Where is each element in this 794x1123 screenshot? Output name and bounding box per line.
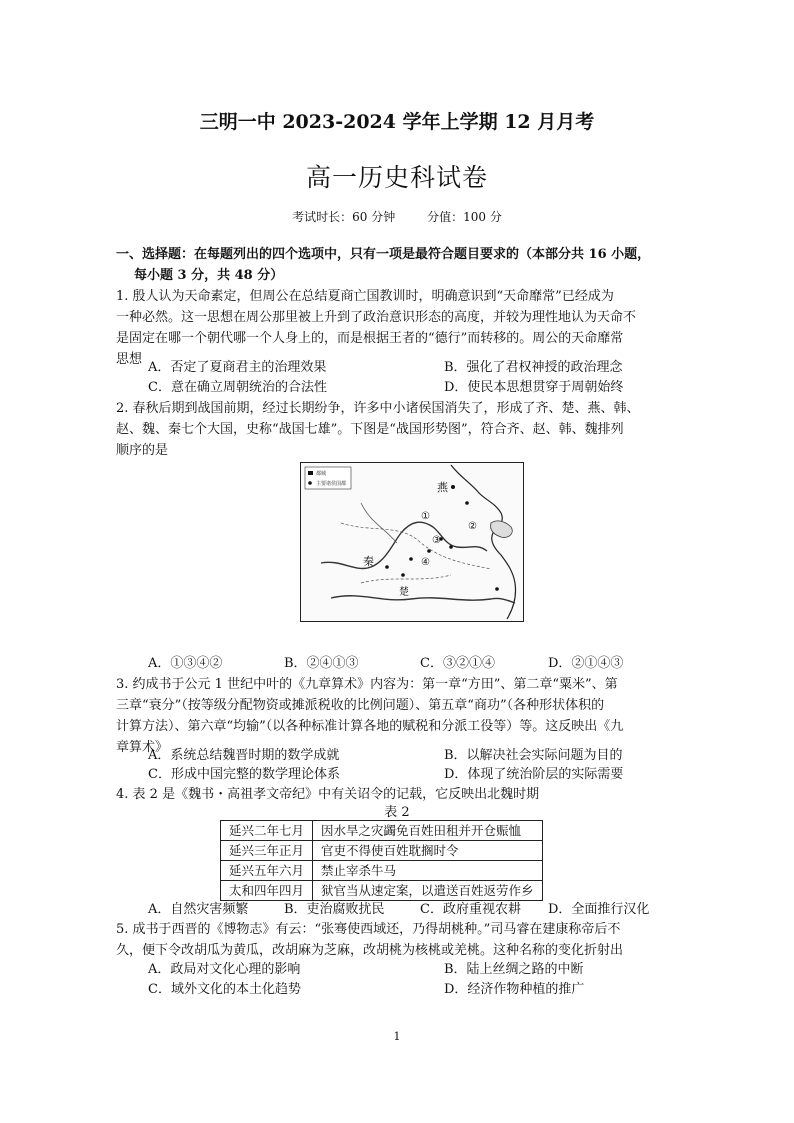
legend-capital-icon	[308, 471, 313, 475]
table-cell-date: 太和四年四月	[221, 881, 313, 901]
legend-capital-label: 都城	[316, 471, 327, 477]
section-heading-line2: 每小题 3 分，共 48 分）	[134, 268, 284, 283]
exam-duration: 考试时长：60 分钟	[292, 210, 396, 224]
city-marker	[449, 545, 453, 549]
marker-4: ④	[421, 557, 430, 568]
q5-option-d[interactable]: D．经济作物种植的推广	[444, 982, 585, 997]
q1-option-a[interactable]: A．否定了夏商君主的治理效果	[148, 360, 327, 375]
tributary	[361, 503, 397, 543]
city-marker	[427, 549, 431, 553]
shandong-peninsula	[491, 521, 513, 537]
city-marker	[409, 557, 413, 561]
exam-title: 三明一中 2023-2024 学年上学期 12 月月考	[199, 111, 595, 133]
section-heading-line1: 一、选择题：在每题列出的四个选项中，只有一项是最符合题目要求的（本部分共 16 小题，	[116, 247, 651, 262]
question-2-line: 赵、魏、秦七个大国，史称“战国七雄”。下图是“战国形势图”，符合齐、赵、韩、魏排列	[116, 422, 624, 437]
table-cell-date: 延兴二年七月	[221, 821, 313, 841]
question-2-line: 顺序的是	[116, 443, 169, 458]
q1-option-c[interactable]: C．意在确立周朝统治的合法性	[148, 380, 327, 395]
table-cell-date: 延兴五年六月	[221, 861, 313, 881]
q4-option-c[interactable]: C．政府重视农耕	[420, 902, 521, 917]
q4-option-d[interactable]: D．全面推行汉化	[548, 902, 650, 917]
question-2	[116, 398, 676, 461]
label-qin: 秦	[363, 555, 374, 568]
question-5	[116, 919, 676, 961]
question-1-line: 思想	[116, 352, 143, 367]
q2-option-b[interactable]: B．②④①③	[284, 656, 359, 671]
question-5-line: 久，便下令改胡瓜为黄瓜，改胡麻为芝麻，改胡桃为核桃或羌桃。这种名称的变化折射出	[116, 943, 624, 958]
question-3-line: 计算方法）、第六章“均输”（以各种标准计算各地的赋税和分派工役等）等。这反映出《九	[116, 719, 624, 734]
label-yan: 燕	[437, 481, 448, 494]
question-3-line: 章算术》	[116, 740, 169, 755]
label-chu: 楚	[399, 587, 409, 598]
table-2	[220, 820, 543, 901]
table-2-caption: 表 2	[384, 805, 410, 820]
marker-3: ③	[432, 535, 441, 546]
marker-2: ②	[468, 521, 477, 532]
q1-option-b[interactable]: B．强化了君权神授的政治理念	[444, 360, 623, 375]
table-cell-content: 官吏不得使百姓耽搁时令	[313, 841, 543, 861]
legend-city-icon	[308, 481, 312, 485]
state-border	[361, 575, 451, 583]
q3-option-d[interactable]: D．体现了统治阶层的实际需要	[444, 767, 624, 782]
q2-option-d[interactable]: D．②①④③	[548, 656, 624, 671]
city-marker	[401, 573, 405, 577]
city-marker	[495, 587, 499, 591]
question-5-line: 5. 成书于西晋的《博物志》有云：“张骞使西域还，乃得胡桃种。”司马睿在建康称帝后不	[116, 922, 621, 937]
legend-city-label: 主要诸侯国都	[316, 481, 347, 487]
table-row	[221, 861, 543, 881]
exam-subtitle: 高一历史科试卷	[305, 163, 488, 192]
q4-option-a[interactable]: A．自然灾害频繁	[148, 902, 249, 917]
q2-option-a[interactable]: A．①③④②	[148, 656, 223, 671]
q5-option-c[interactable]: C．域外文化的本土化趋势	[148, 982, 301, 997]
question-3-line: 3. 约成书于公元 1 世纪中叶的《九章算术》内容为：第一章“方田”、第二章“粟米”、第	[116, 677, 618, 692]
table-cell-content: 狱官当从速定案，以遣送百姓返劳作乡	[313, 881, 543, 901]
map-graphic	[301, 463, 523, 621]
city-marker	[465, 501, 469, 505]
table-row	[221, 841, 543, 861]
question-1-line: 一种必然。这一思想在周公那里被上升到了政治意识形态的高度，并较为理性地认为天命不	[116, 310, 637, 325]
marker-1: ①	[421, 511, 430, 522]
coastline	[451, 465, 516, 619]
city-marker	[451, 485, 455, 489]
question-1-line: 是固定在哪一个朝代哪一个人身上的，而是根据王者的“德行”而转移的。周公的天命靡常	[116, 331, 624, 346]
page-number: 1	[393, 1030, 401, 1043]
q3-option-a[interactable]: A．系统总结魏晋时期的数学成就	[148, 748, 340, 763]
table-row	[221, 881, 543, 901]
yellow-river	[321, 522, 487, 568]
yangtze-river	[331, 596, 515, 603]
q2-option-c[interactable]: C．③②①④	[420, 656, 495, 671]
q3-option-c[interactable]: C．形成中国完整的数学理论体系	[148, 767, 340, 782]
city-marker	[385, 565, 389, 569]
q3-option-b[interactable]: B．以解决社会实际问题为目的	[444, 748, 623, 763]
question-3-line: 三章“衰分”（按等级分配物资或摊派税收的比例问题）、第五章“商功”（各种形状体积的	[116, 698, 605, 713]
q4-option-b[interactable]: B．吏治腐败扰民	[284, 902, 385, 917]
table-cell-content: 因水旱之灾蠲免百姓田租并开仓赈恤	[313, 821, 543, 841]
q5-option-a[interactable]: A．政局对文化心理的影响	[148, 962, 301, 977]
question-2-line: 2. 春秋后期到战国前期，经过长期纷争，许多中小诸侯国消失了，形成了齐、楚、燕、韩、	[116, 401, 640, 416]
exam-meta	[0, 208, 794, 225]
q1-option-d[interactable]: D．使民本思想贯穿于周朝始终	[444, 380, 624, 395]
exam-score: 分值：100 分	[427, 210, 502, 224]
question-1-line: 1. 殷人认为天命素定，但周公在总结夏商亡国教训时，明确意识到“天命靡常”已经成为	[116, 289, 614, 304]
warring-states-map	[300, 462, 524, 622]
question-4-line: 4. 表 2 是《魏书・高祖孝文帝纪》中有关诏令的记载，它反映出北魏时期	[116, 787, 540, 802]
table-row	[221, 821, 543, 841]
table-cell-content: 禁止宰杀牛马	[313, 861, 543, 881]
table-cell-date: 延兴三年正月	[221, 841, 313, 861]
q5-option-b[interactable]: B．陆上丝绸之路的中断	[444, 962, 584, 977]
